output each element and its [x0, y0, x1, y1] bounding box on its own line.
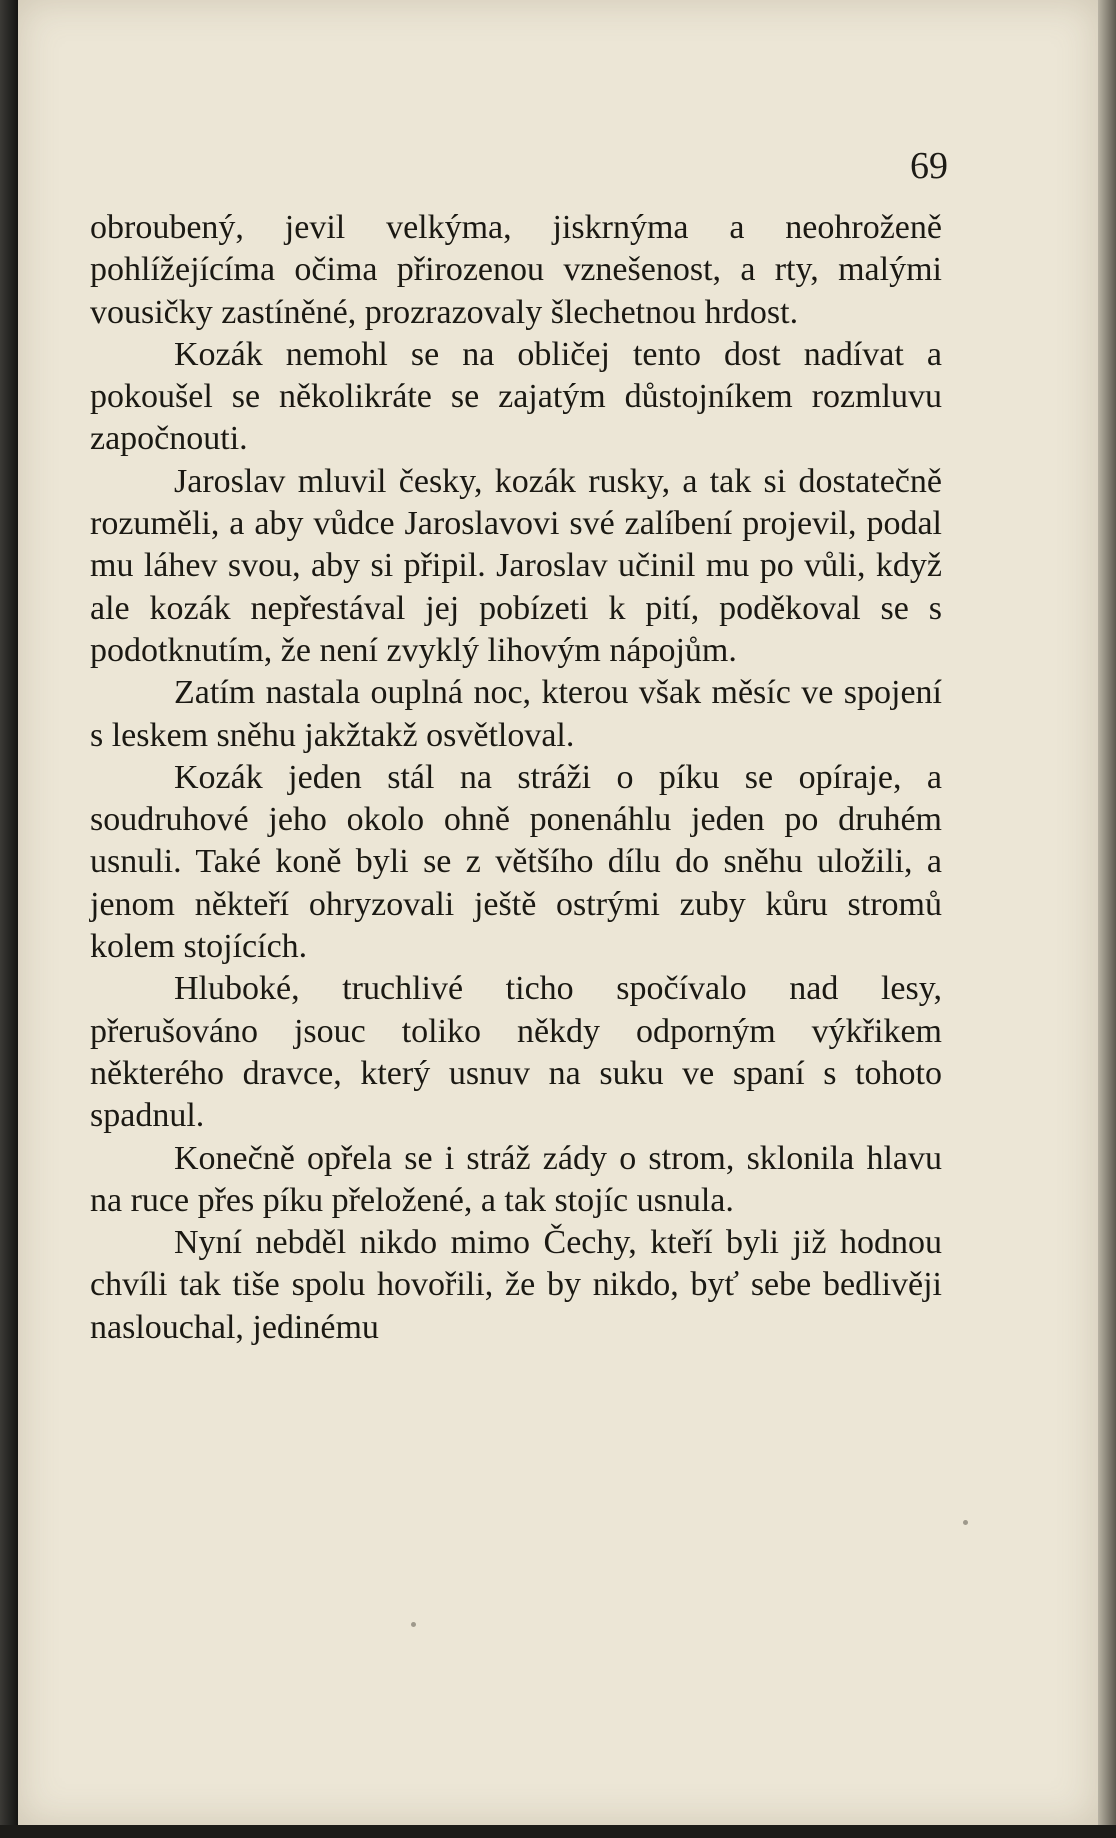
paragraph: Jaroslav mluvil česky, kozák rusky, a tak si dostatečně rozuměli, a aby vůdce Jaroslavovi své zalíbení projevil, podal mu láhev svou, aby si připil. Jaroslav učinil mu po vůli, když ale kozák nepřestával jej pobízeti k pití, poděkoval se s podotknutím, že není zvyklý lihovým nápojům.	[90, 462, 942, 669]
paper-speck	[963, 1520, 968, 1525]
body-text	[90, 207, 942, 1349]
page-right-edge	[1098, 0, 1116, 1838]
paragraph: Nyní nebděl nikdo mimo Čechy, kteří byli již hodnou chvíli tak tiše spolu hovořili, že by nikdo, byť sebe bedlivěji naslouchal, jedinému	[90, 1224, 942, 1346]
paragraph: Konečně opřela se i stráž zády o strom, sklonila hlavu na ruce přes píku přeložené, a tak stojíc usnula.	[90, 1139, 942, 1219]
paper-speck	[411, 1622, 416, 1627]
book-page	[18, 0, 1098, 1825]
page-number: 69	[910, 145, 948, 187]
book-spine-shadow	[0, 0, 18, 1838]
paragraph-continued: obroubený, jevil velkýma, jiskrnýma a neohroženě pohlížejícíma očima přirozenou vznešenost, a rty, malými vousičky zastíněné, prozrazovaly šlechetnou hrdost.	[90, 209, 942, 331]
paragraph: Zatím nastala ouplná noc, kterou však měsíc ve spojení s leskem sněhu jakžtakž osvětloval.	[90, 674, 942, 754]
paragraph: Kozák nemohl se na obličej tento dost nadívat a pokoušel se několikráte se zajatým důstojníkem rozmluvu započnouti.	[90, 335, 942, 458]
paragraph: Hluboké, truchlivé ticho spočívalo nad lesy, přerušováno jsouc toliko někdy odporným výkřikem některého dravce, který usnuv na suku ve spaní s tohoto spadnul.	[90, 970, 942, 1135]
paragraph: Kozák jeden stál na stráži o píku se opíraje, a soudruhové jeho okolo ohně ponenáhlu jeden po druhém usnuli. Také koně byli se z většího dílu do sněhu uložili, a jenom někteří ohryzovali ještě ostrými zuby kůru stromů kolem stojících.	[90, 758, 942, 966]
page-bottom-edge	[0, 1825, 1116, 1838]
